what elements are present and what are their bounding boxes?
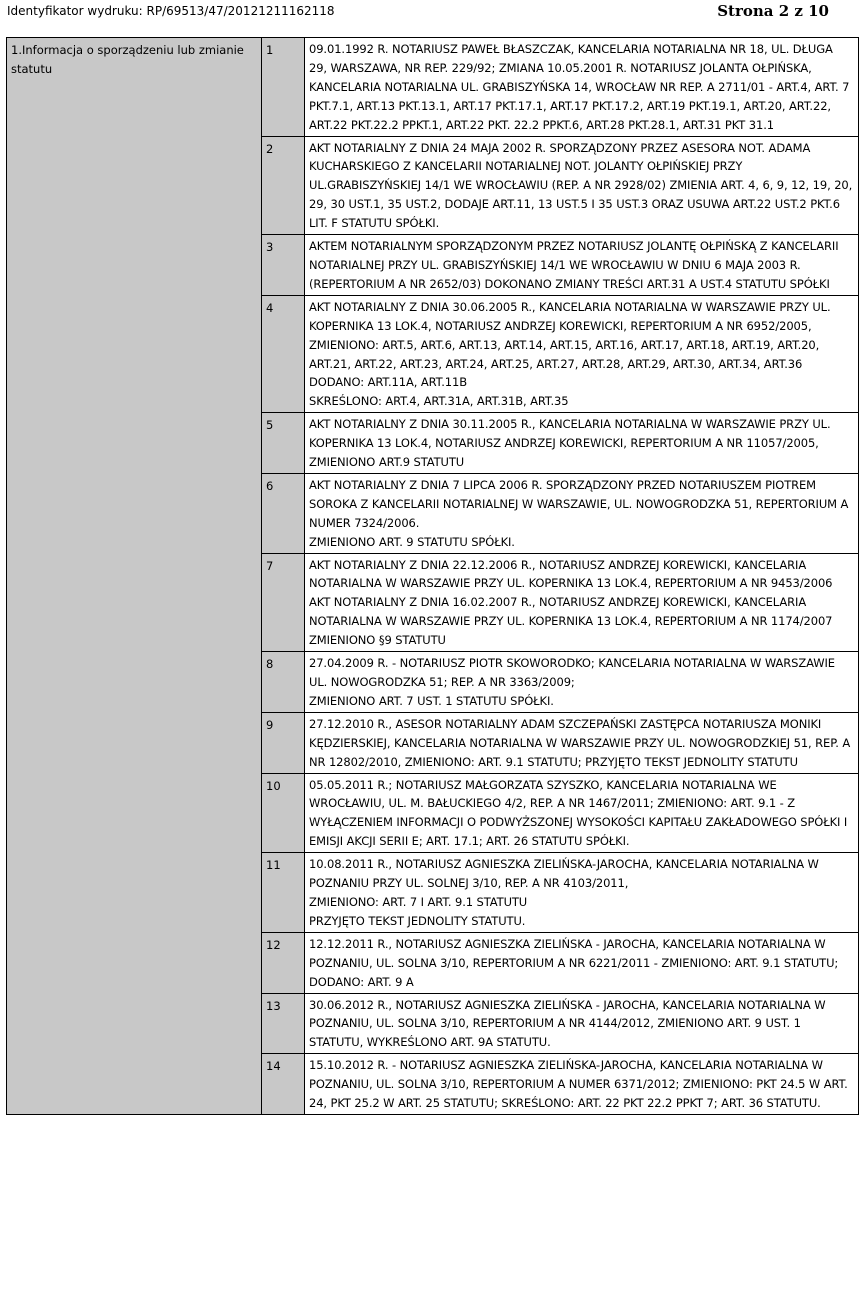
entry-number: 12 [262,932,305,993]
entry-text: 27.04.2009 R. - NOTARIUSZ PIOTR SKOWORODKO; KANCELARIA NOTARIALNA W WARSZAWIE UL. NOWOGRODZKA 51; REP. A NR 3363/2009; ZMIENIONO ART. 7 UST. 1 STATUTU SPÓŁKI. [305,652,859,713]
entry-text: AKTEM NOTARIALNYM SPORZĄDZONYM PRZEZ NOTARIUSZ JOLANTĘ OŁPIŃSKĄ Z KANCELARII NOTARIALNEJ PRZY UL. GRABISZYŃSKIEJ 14/1 WE WROCŁAWIU W DNIU 6 MAJA 2003 R. (REPERTORIUM A NR 2652/03) DOKONANO ZMIANY TREŚCI ART.31 A UST.4 STATUTU SPÓŁKI [305,235,859,296]
entry-number: 5 [262,413,305,474]
entry-number: 1 [262,38,305,137]
entry-number: 9 [262,712,305,773]
entry-text: 15.10.2012 R. - NOTARIUSZ AGNIESZKA ZIELIŃSKA-JAROCHA, KANCELARIA NOTARIALNA W POZNANIU, UL. SOLNA 3/10, REPERTORIUM A NUMER 6371/2012; ZMIENIONO: PKT 24.5 W ART. 24, PKT 25.2 W ART. 25 STATUTU; SKREŚLONO: ART. 22 PKT 22.2 PPKT 7; ART. 36 STATUTU. [305,1054,859,1115]
entry-text: 10.08.2011 R., NOTARIUSZ AGNIESZKA ZIELIŃSKA-JAROCHA, KANCELARIA NOTARIALNA W POZNANIU PRZY UL. SOLNEJ 3/10, REP. A NR 4103/2011, ZMIENIONO: ART. 7 I ART. 9.1 STATUTU PRZYJĘTO TEKST JEDNOLITY STATUTU. [305,853,859,933]
print-identifier: Identyfikator wydruku: RP/69513/47/20121211162118 [7,4,335,18]
statute-changes-body [7,38,859,1115]
statute-changes-table [6,37,859,1115]
entry-text: AKT NOTARIALNY Z DNIA 30.11.2005 R., KANCELARIA NOTARIALNA W WARSZAWIE PRZY UL. KOPERNIKA 13 LOK.4, NOTARIUSZ ANDRZEJ KOREWICKI, REPERTORIUM A NR 11057/2005, ZMIENIONO ART.9 STATUTU [305,413,859,474]
page-number: Strona 2 z 10 [717,2,829,20]
entry-text: 12.12.2011 R., NOTARIUSZ AGNIESZKA ZIELIŃSKA - JAROCHA, KANCELARIA NOTARIALNA W POZNANIU, UL. SOLNA 3/10, REPERTORIUM A NR 6221/2011 - ZMIENIONO: ART. 9.1 STATUTU; DODANO: ART. 9 A [305,932,859,993]
entry-number: 8 [262,652,305,713]
entry-number: 14 [262,1054,305,1115]
table-row [7,38,859,137]
entry-text: 05.05.2011 R.; NOTARIUSZ MAŁGORZATA SZYSZKO, KANCELARIA NOTARIALNA WE WROCŁAWIU, UL. M. BAŁUCKIEGO 4/2, REP. A NR 1467/2011; ZMIENIONO: ART. 9.1 - Z WYŁĄCZENIEM INFORMACJI O PODWYŻSZONEJ WYSOKOŚCI KAPITAŁU ZAKŁADOWEGO SPÓŁKI I EMISJI AKCJI SERII E; ART. 17.1; ART. 26 STATUTU SPÓŁKI. [305,773,859,853]
section-label: 1.Informacja o sporządzeniu lub zmianie statutu [7,38,262,1115]
entry-number: 11 [262,853,305,933]
entry-number: 10 [262,773,305,853]
entry-number: 2 [262,136,305,235]
print-header [7,2,829,22]
entry-text: AKT NOTARIALNY Z DNIA 7 LIPCA 2006 R. SPORZĄDZONY PRZED NOTARIUSZEM PIOTREM SOROKA Z KANCELARII NOTARIALNEJ W WARSZAWIE, UL. NOWOGRODZKA 51, REPERTORIUM A NUMER 7324/2006. ZMIENIONO ART. 9 STATUTU SPÓŁKI. [305,473,859,553]
entry-number: 13 [262,993,305,1054]
entry-number: 7 [262,553,305,652]
entry-text: AKT NOTARIALNY Z DNIA 30.06.2005 R., KANCELARIA NOTARIALNA W WARSZAWIE PRZY UL. KOPERNIKA 13 LOK.4, NOTARIUSZ ANDRZEJ KOREWICKI, REPERTORIUM A NR 6952/2005, ZMIENIONO: ART.5, ART.6, ART.13, ART.14, ART.15, ART.16, ART.17, ART.18, ART.19, ART.20, ART.21, ART.22, ART.23, ART.24, ART.25, ART.27, ART.28, ART.29, ART.30, ART.34, ART.36 DODANO: ART.11A, ART.11B SKREŚLONO: ART.4, ART.31A, ART.31B, ART.35 [305,295,859,412]
entry-text: AKT NOTARIALNY Z DNIA 24 MAJA 2002 R. SPORZĄDZONY PRZEZ ASESORA NOT. ADAMA KUCHARSKIEGO Z KANCELARII NOTARIALNEJ NOT. JOLANTY OŁPIŃSKIEJ PRZY UL.GRABISZYŃSKIEJ 14/1 WE WROCŁAWIU (REP. A NR 2928/02) ZMIENIA ART. 4, 6, 9, 12, 19, 20, 29, 30 UST.1, 35 UST.2, DODAJE ART.11, 13 UST.5 I 35 UST.3 ORAZ USUWA ART.22 UST.2 PKT.6 LIT. F STATUTU SPÓŁKI. [305,136,859,235]
entry-number: 3 [262,235,305,296]
entry-number: 4 [262,295,305,412]
entry-text: AKT NOTARIALNY Z DNIA 22.12.2006 R., NOTARIUSZ ANDRZEJ KOREWICKI, KANCELARIA NOTARIALNA W WARSZAWIE PRZY UL. KOPERNIKA 13 LOK.4, REPERTORIUM A NR 9453/2006 AKT NOTARIALNY Z DNIA 16.02.2007 R., NOTARIUSZ ANDRZEJ KOREWICKI, KANCELARIA NOTARIALNA W WARSZAWIE PRZY UL. KOPERNIKA 13 LOK.4, REPERTORIUM A NR 1174/2007 ZMIENIONO §9 STATUTU [305,553,859,652]
entry-text: 27.12.2010 R., ASESOR NOTARIALNY ADAM SZCZEPAŃSKI ZASTĘPCA NOTARIUSZA MONIKI KĘDZIERSKIEJ, KANCELARIA NOTARIALNA W WARSZAWIE PRZY UL. NOWOGRODZKIEJ 51, REP. A NR 12802/2010, ZMIENIONO: ART. 9.1 STATUTU; PRZYJĘTO TEKST JEDNOLITY STATUTU [305,712,859,773]
entry-number: 6 [262,473,305,553]
entry-text: 09.01.1992 R. NOTARIUSZ PAWEŁ BŁASZCZAK, KANCELARIA NOTARIALNA NR 18, UL. DŁUGA 29, WARSZAWA, NR REP. 229/92; ZMIANA 10.05.2001 R. NOTARIUSZ JOLANTA OŁPIŃSKA, KANCELARIA NOTARIALNA UL. GRABISZYŃSKA 14, WROCŁAW NR REP. A 2711/01 - ART.4, ART. 7 PKT.7.1, ART.13 PKT.13.1, ART.17 PKT.17.1, ART.17 PKT.17.2, ART.19 PKT.19.1, ART.20, ART.22, ART.22 PKT.22.2 PPKT.1, ART.22 PKT. 22.2 PPKT.6, ART.28 PKT.28.1, ART.31 PKT 31.1 [305,38,859,137]
entry-text: 30.06.2012 R., NOTARIUSZ AGNIESZKA ZIELIŃSKA - JAROCHA, KANCELARIA NOTARIALNA W POZNANIU, UL. SOLNA 3/10, REPERTORIUM A NR 4144/2012, ZMIENIONO ART. 9 UST. 1 STATUTU, WYKREŚLONO ART. 9A STATUTU. [305,993,859,1054]
